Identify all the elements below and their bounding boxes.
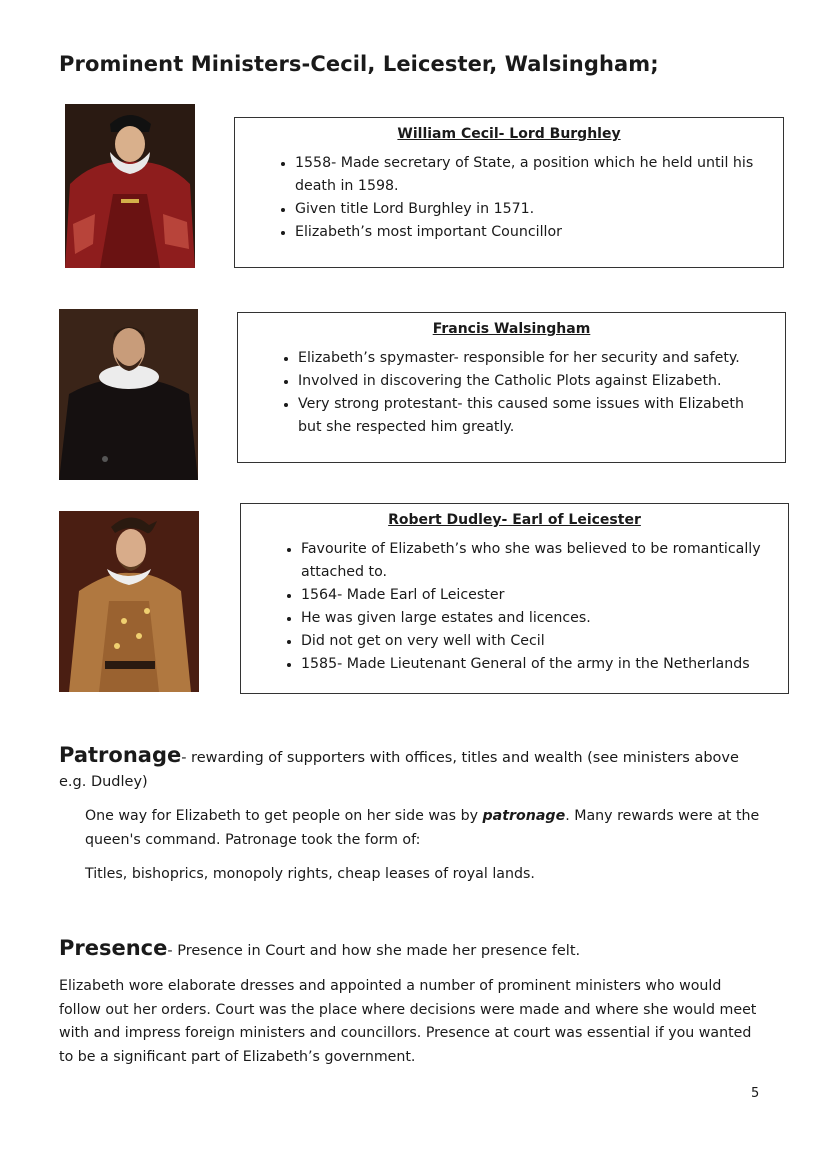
portrait-francis-walsingham — [59, 309, 198, 480]
bullet-item: • Very strong protestant- this caused some issues with Elizabeth but she respected him greatly. — [298, 393, 767, 439]
patronage-paragraph — [85, 805, 765, 852]
bullet-item: • 1564- Made Earl of Leicester — [301, 584, 770, 607]
bullet-item: • 1558- Made secretary of State, a position which he held until his death in 1598. — [295, 152, 765, 198]
bullet-item: • Did not get on very well with Cecil — [301, 630, 770, 653]
presence-heading — [59, 936, 779, 963]
presence-paragraph: Elizabeth wore elaborate dresses and appointed a number of prominent ministers who would follow out her orders. Court was the place where decisions were made and where she would meet with and impress foreign ministers and councillors. Presence at court was essential if you wanted to be a significant part of Elizabeth’s government. — [59, 978, 757, 1065]
bullet-item: • He was given large estates and licences. — [301, 607, 770, 630]
bullet-item: • 1585- Made Lieutenant General of the army in the Netherlands — [301, 653, 770, 676]
bullet-item: • Favourite of Elizabeth’s who she was believed to be romantically attached to. — [301, 538, 770, 584]
bullet-item: • Elizabeth’s most important Councillor — [295, 221, 765, 244]
portrait-robert-dudley — [59, 511, 199, 692]
minister-title: Robert Dudley- Earl of Leicester — [388, 512, 641, 528]
patronage-forms: Titles, bishoprics, monopoly rights, cheap leases of royal lands. — [85, 866, 535, 882]
patronage-heading — [59, 743, 759, 794]
presence-term: Presence — [59, 936, 168, 960]
bullet-item: • Given title Lord Burghley in 1571. — [295, 198, 765, 221]
presence-definition: - Presence in Court and how she made her presence felt. — [167, 943, 581, 959]
emphasis-patronage: patronage — [482, 808, 566, 824]
paragraph-text: One way for Elizabeth to get people on her side was by — [85, 808, 483, 824]
bullet-item: • Elizabeth’s spymaster- responsible for her security and safety. — [298, 347, 767, 370]
page-title: Prominent Ministers-Cecil, Leicester, Walsingham; — [59, 52, 659, 76]
minister-title: Francis Walsingham — [432, 321, 591, 337]
minister-points — [235, 152, 783, 244]
minister-points — [241, 538, 788, 676]
minister-box-dudley — [240, 503, 789, 694]
minister-title: William Cecil- Lord Burghley — [397, 126, 621, 142]
patronage-term: Patronage — [59, 743, 182, 767]
minister-box-walsingham — [237, 312, 786, 463]
minister-points — [238, 347, 785, 439]
page-number: 5 — [751, 1086, 760, 1101]
bullet-item: • Involved in discovering the Catholic Plots against Elizabeth. — [298, 370, 767, 393]
minister-box-cecil — [234, 117, 784, 268]
paragraph-text: . Many rewards were at the queen's command. Patronage took the form of: — [85, 808, 760, 848]
patronage-definition: - rewarding of supporters with offices, titles and wealth (see ministers above e.g. Dudley) — [59, 750, 739, 790]
portrait-william-cecil — [65, 104, 195, 268]
